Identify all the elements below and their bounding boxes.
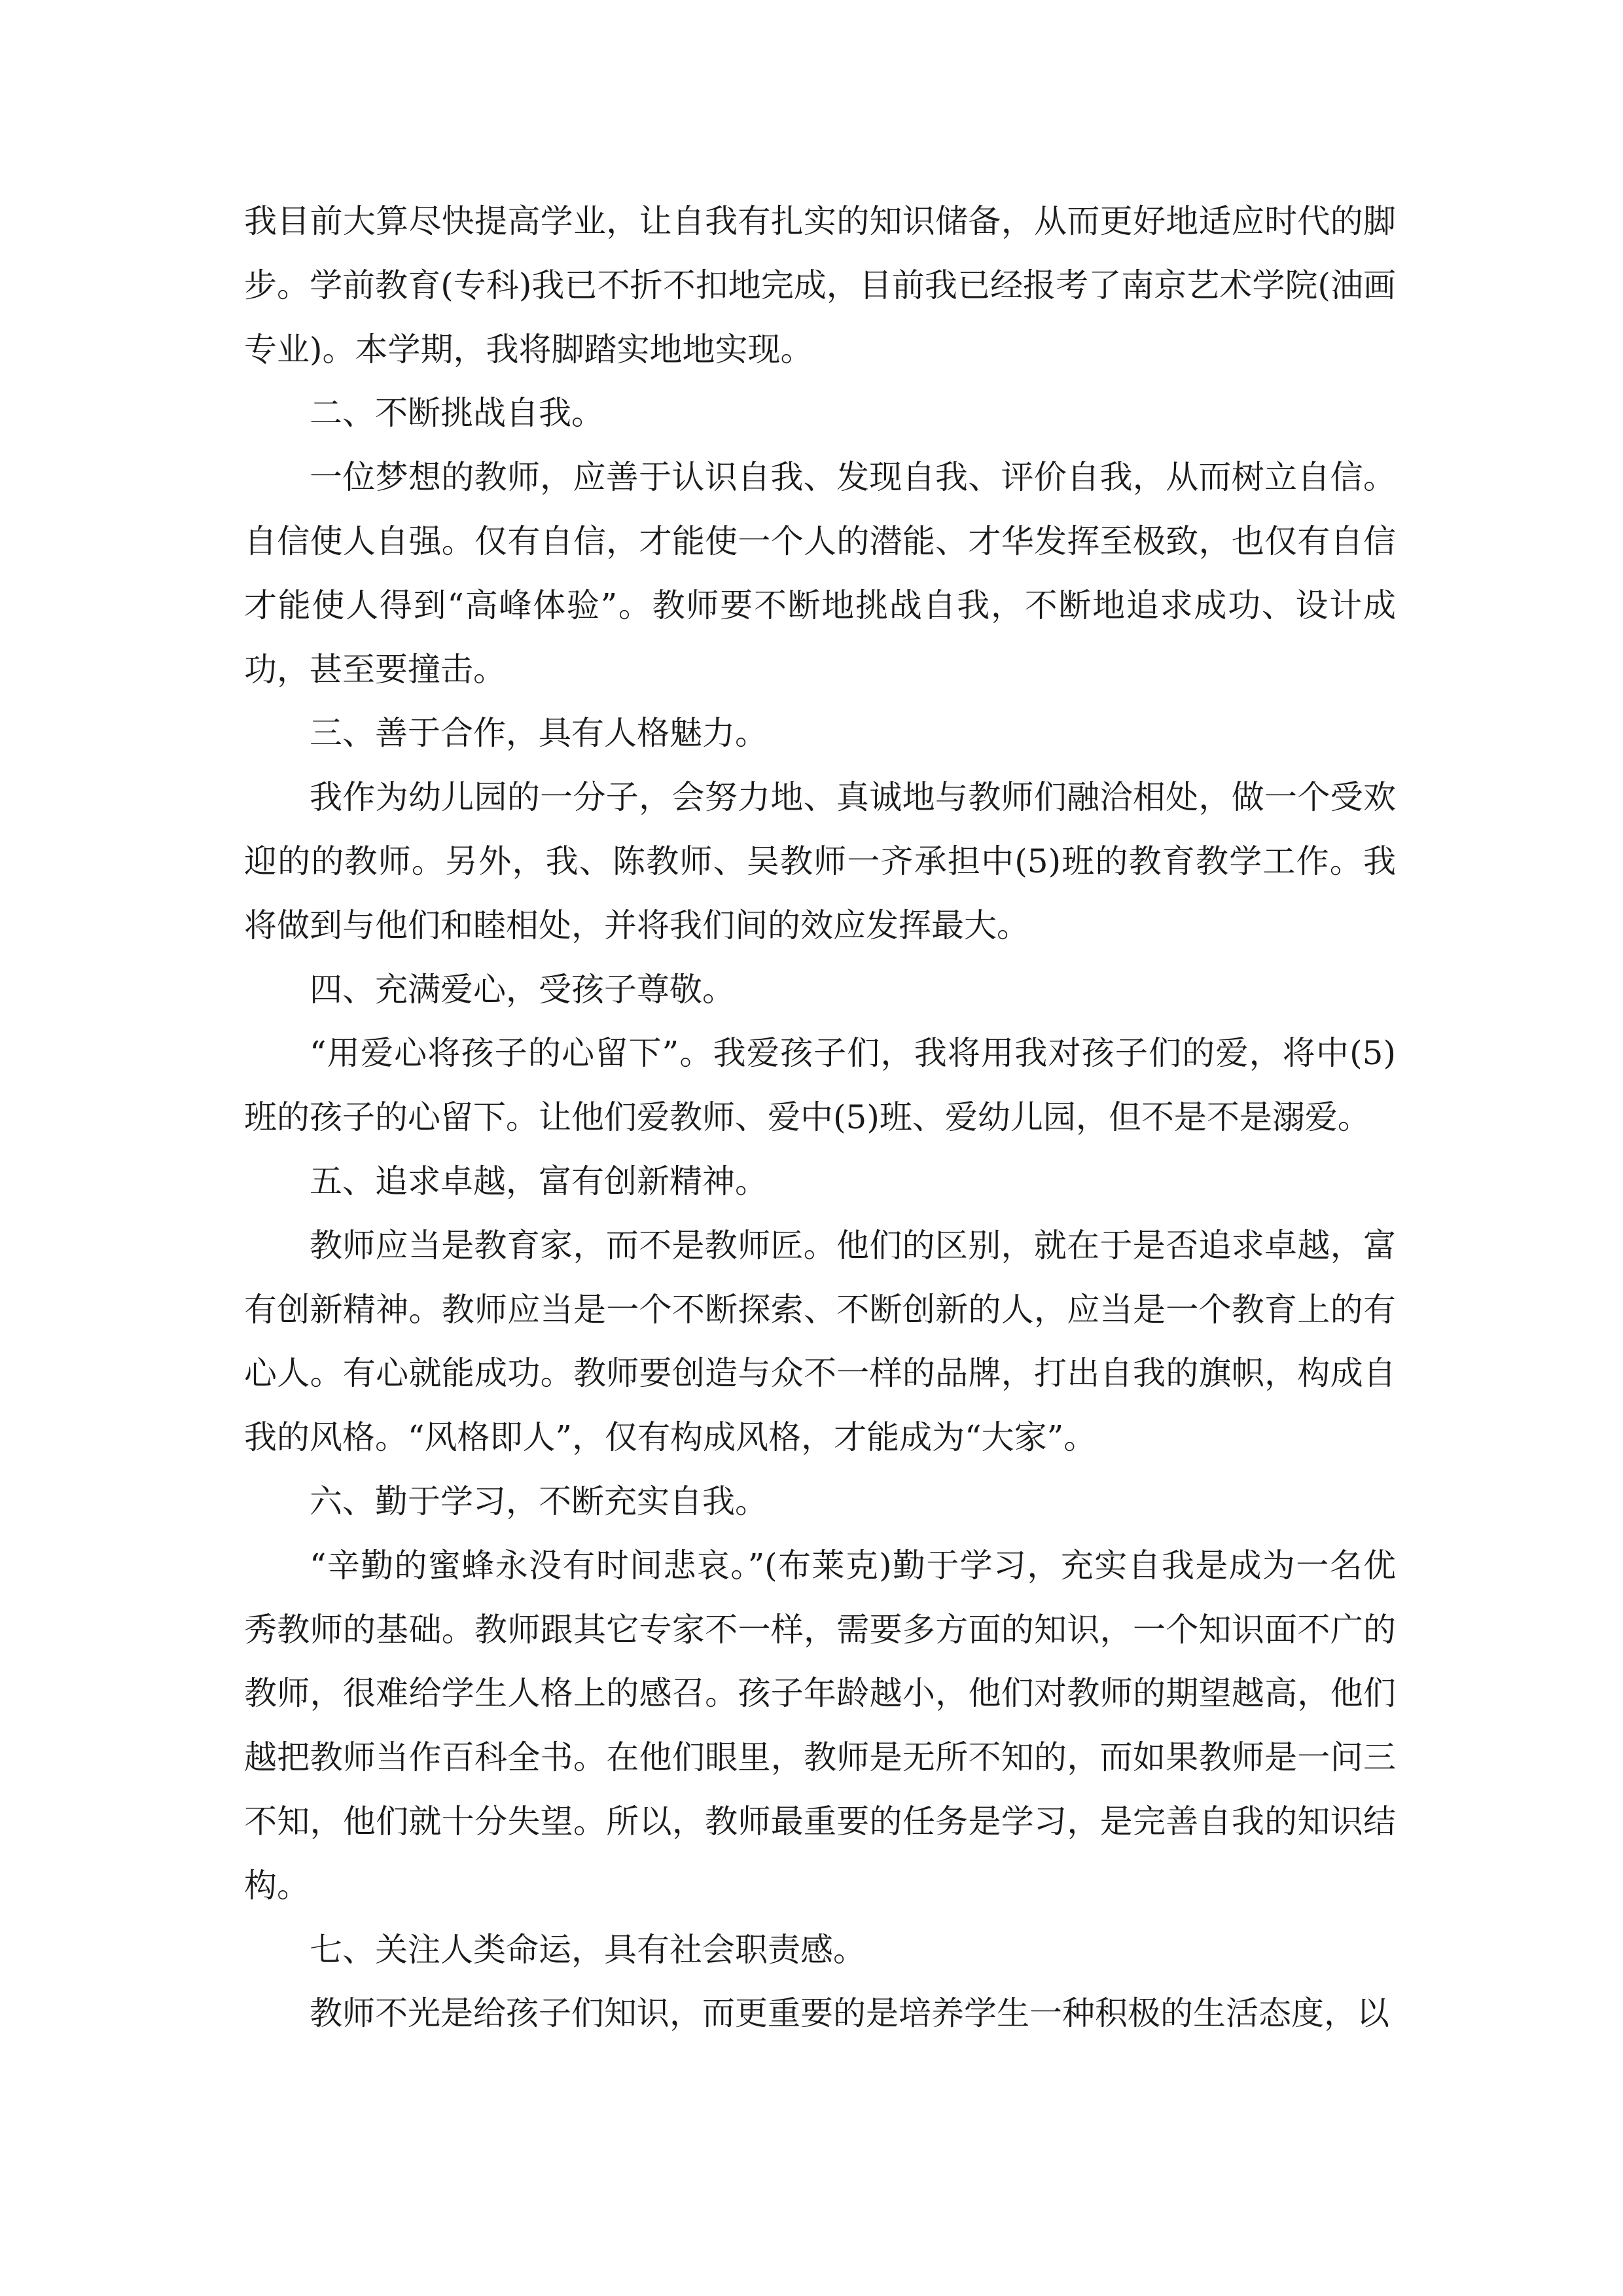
section-heading-5: 五、追求卓越，富有创新精神。 <box>310 1162 768 1200</box>
section-heading-6: 六、勤于学习，不断充实自我。 <box>310 1482 768 1520</box>
paragraph: 教师应当是教育家，而不是教师匠。他们的区别，就在于是否追求卓越，富有创新精神。教师应当是一个不断探索、不断创新的人，应当是一个教育上的有心人。有心就能成功。教师要创造与众不一样的品牌，打出自我的旗帜，构成自我的风格。“风格即人”，仅有构成风格，才能成为“大家”。 <box>244 1226 1396 1457</box>
section-heading-2: 二、不断挑战自我。 <box>310 394 604 433</box>
paragraph-continued: 我目前大算尽快提高学业，让自我有扎实的知识储备，从而更好地适应时代的脚步。学前教育(专科)我已不折不扣地完成，目前我已经报考了南京艺术学院(油画专业)。本学期，我将脚踏实地地实现。 <box>244 202 1396 368</box>
document-body <box>244 190 1396 2046</box>
paragraph: 教师不光是给孩子们知识，而更重要的是培养学生一种积极的生活态度，以 <box>310 1994 1389 2033</box>
paragraph: “用爱心将孩子的心留下”。我爱孩子们，我将用我对孩子们的爱，将中(5)班的孩子的心留下。让他们爱教师、爱中(5)班、爱幼儿园，但不是不是溺爱。 <box>244 1034 1396 1137</box>
paragraph: 我作为幼儿园的一分子，会努力地、真诚地与教师们融洽相处，做一个受欢迎的的教师。另外，我、陈教师、吴教师一齐承担中(5)班的教育教学工作。我将做到与他们和睦相处，并将我们间的效应发挥最大。 <box>244 778 1396 944</box>
section-heading-4: 四、充满爱心，受孩子尊敬。 <box>310 970 735 1009</box>
paragraph: 一位梦想的教师，应善于认识自我、发现自我、评价自我，从而树立自信。自信使人自强。仅有自信，才能使一个人的潜能、才华发挥至极致，也仅有自信才能使人得到“高峰体验”。教师要不断地挑战自我，不断地追求成功、设计成功，甚至要撞击。 <box>244 458 1396 689</box>
section-heading-3: 三、善于合作，具有人格魅力。 <box>310 714 768 753</box>
section-heading-7: 七、关注人类命运，具有社会职责感。 <box>310 1930 866 1969</box>
paragraph: “辛勤的蜜蜂永没有时间悲哀。”(布莱克)勤于学习，充实自我是成为一名优秀教师的基础。教师跟其它专家不一样，需要多方面的知识，一个知识面不广的教师，很难给学生人格上的感召。孩子年龄越小，他们对教师的期望越高，他们越把教师当作百科全书。在他们眼里，教师是无所不知的，而如果教师是一问三不知，他们就十分失望。所以，教师最重要的任务是学习，是完善自我的知识结构。 <box>244 1546 1396 1905</box>
